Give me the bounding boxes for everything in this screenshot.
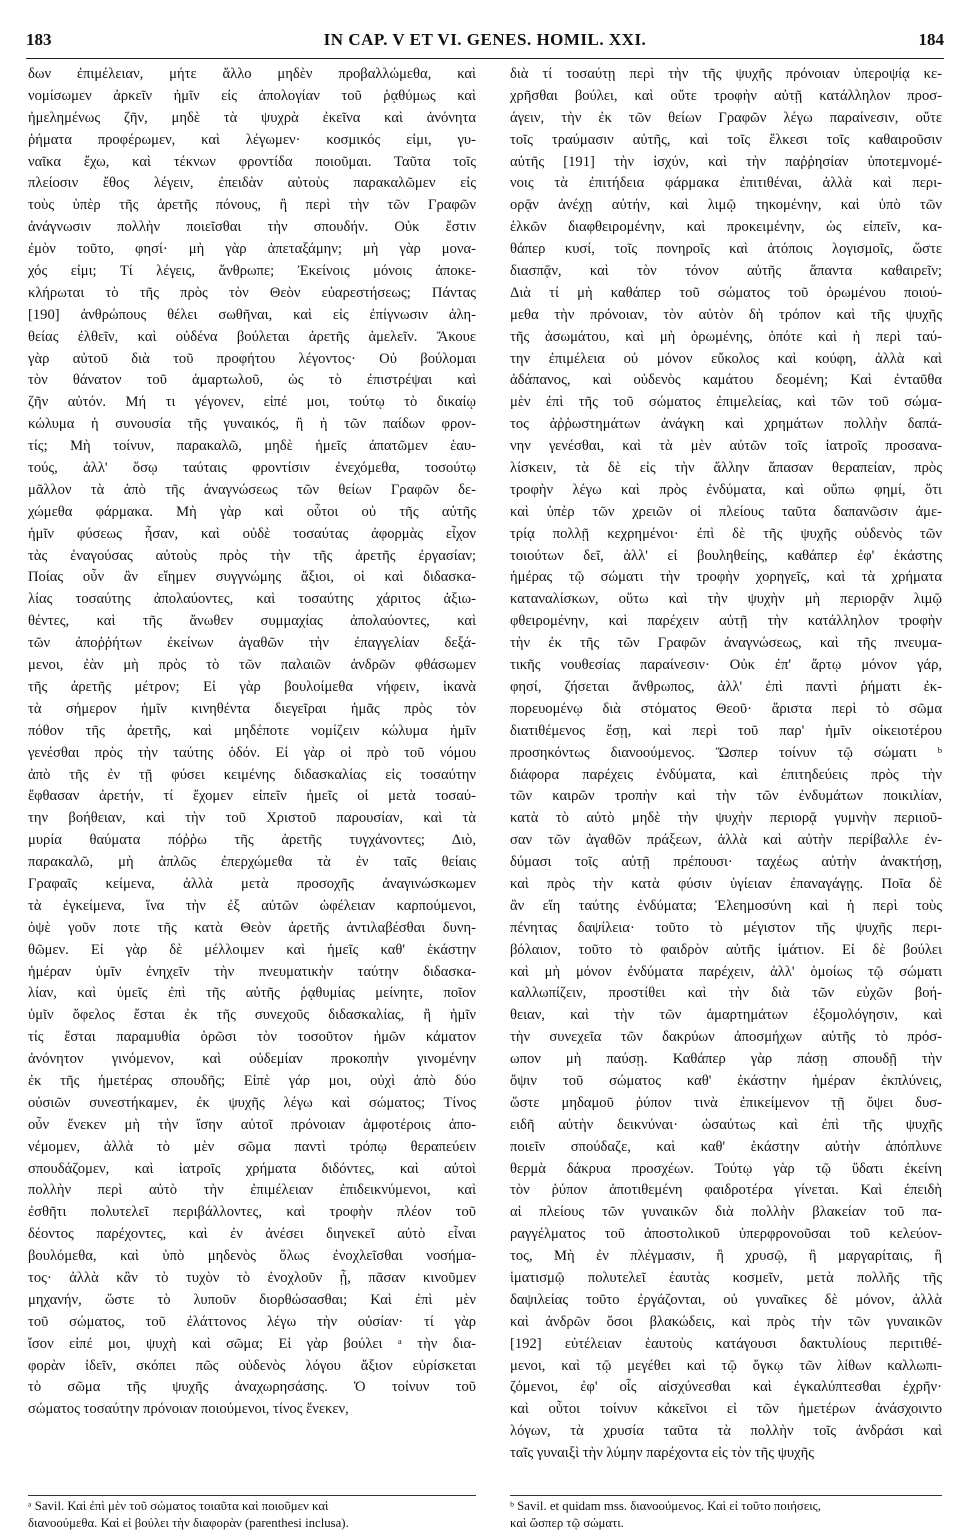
text-line: ναῖκα ἔχω, καὶ τέκνων φροντίδα ποιοῦμαι. Ταῦτα τοῖς (28, 153, 476, 170)
page-number-left: 183 (26, 30, 52, 49)
text-line: λίσκειν, τὰ δὲ εἰς τὴν ἄλλην ἅπασαν θεραπείαν, πρὸς (510, 460, 942, 477)
text-line: ἀπὸ τῆς ἐν τῇ φύσει κειμένης διδασκαλίας εἰς τοσαύτην (28, 766, 476, 783)
text-line: διὰ τί τοσαύτῃ περὶ τὴν τῆς ψυχῆς πρόνοιαν ὑπεροψίᾳ κε- (510, 66, 942, 82)
text-line: την ἐπιμέλεια οὐ μόνον εὔκολος καὶ κούφη, ἀλλὰ καὶ (510, 350, 942, 367)
text-line: [190] ἀνθρώπους θέλει σωθῆναι, καὶ εἰς ἐπίγνωσιν ἀλη- (28, 306, 476, 323)
text-line: ἡμέρας τῷ σώματι τὴν τροφὴν χορηγεῖς, καὶ τὰ χρήματα (510, 569, 942, 586)
text-line: ὑμῖν ὄφελος ἔσται ἐκ τῆς συνεχοῦς διδασκαλίας, ἢ ἡμῖν (28, 1007, 476, 1024)
text-line: ἔφθασαν ἀρετήν, τί ἔχομεν εἰπεῖν ἡμεῖς οἱ μετὰ τοσαύ- (28, 788, 476, 805)
text-line: σαν τῶν ἀγαθῶν πράξεων, ἀλλὰ καὶ αὐτὴν περίβαλλε ἐν- (510, 832, 942, 849)
footnote-line: καὶ ὥσπερ τῷ σώματι. (510, 1516, 624, 1530)
text-line: ῥήματα προφέρωμεν, καὶ λέγωμεν· κοσμικός εἰμι, γυ- (28, 131, 476, 148)
text-line: πόθον τῆς ἀρετῆς, καὶ μηδέποτε νομίζειν κώλυμα ἡμῖν (28, 722, 476, 739)
text-line: προσηκόντως διανοούμενος. Ὥσπερ τοίνυν τῷ σώματι ᵇ (510, 744, 942, 761)
text-line: αἱ πλείους τῶν γυναικῶν διὰ πολλὴν βλακείαν τοῦ πα- (510, 1204, 942, 1221)
text-line: ἡμέραν ὑμῖν ἐνηχεῖν τὴν πνευματικὴν ταύτην διδασκα- (28, 963, 476, 980)
text-line: διατιθέμενος ἔσῃ, καὶ περὶ τοῦ παρ' ἡμῖν οἰκειοτέρου (510, 722, 942, 739)
text-line: οὐσιῶν συνεστήκαμεν, ἐκ ψυχῆς λέγω καὶ σώματος; Τίνος (28, 1094, 476, 1111)
text-line: Διὰ τί μὴ καθάπερ τοῦ σώματος τοῦ ὁρωμένου ποιού- (510, 284, 942, 301)
text-line: κλήρωται τὸ τῆς πρὸς τὸν Θεὸν εὐαρεστήσεως; Πάντας (28, 284, 476, 301)
text-line: καὶ ἀνδρῶν ὅσοι βλακώδεις, καὶ πρὸς τὴν τῶν γυναικῶν (510, 1313, 942, 1330)
text-line: λίαν, καὶ ὑμεῖς ἐπὶ τῆς αὐτῆς ῥᾳθυμίας μείνητε, ποῖον (28, 985, 476, 1002)
text-line: τοὺς ὑπὲρ τῆς ἀρετῆς πόνους, ἢ περὶ τὴν τῶν Γραφῶν (28, 197, 476, 214)
footnote-left (28, 1495, 476, 1532)
text-line: ἀνόνητον γινόμενον, καὶ οὐδεμίαν προκοπὴν γινομένην (28, 1051, 476, 1068)
text-line: μᾶλλον τὰ ἀπὸ τῆς ἀναγνώσεως τῶν θείων Γραφῶν δε- (28, 481, 476, 498)
text-line: μενοι, καὶ τῷ μεγέθει καὶ τῷ ὄγκῳ τῶν λίθων καλλωπι- (510, 1357, 942, 1374)
text-line: τοῦ σώματος, τοῦ ἐλάττονος λέγω τὴν οὐσίαν· τί γὰρ (28, 1313, 476, 1330)
text-line: ὄψιν τοῦ σώματος καθ' ἑκάστην ἡμέραν ἐκπλύνεις, (510, 1072, 942, 1089)
text-line: καὶ ὑπὲρ τῶν χρειῶν οἱ πλείους ταῦτα δαπανῶσιν ἀμε- (510, 503, 942, 520)
text-line: ωπον μὴ παύσῃ. Καθάπερ γὰρ πάσῃ σπουδῇ τὴν (510, 1051, 942, 1068)
text-line: ζόμενοι, ἐφ' οἷς αἰσχύνεσθαι καὶ ἐγκαλύπτεσθαι ἐχρῆν· (510, 1379, 942, 1396)
text-line: Γραφαῖς κείμενα, ἀλλὰ μετὰ προσοχῆς ἀναγινώσκωμεν (28, 875, 476, 892)
text-line: τούς, ἀλλ' ὅσῳ ταύταις φροντίσιν ἐνεχόμεθα, τοσούτῳ (28, 460, 476, 477)
text-line: [192] εὐτέλειαν ἑαυτοὺς κατάγουσι δακτυλίους περιτιθέ- (510, 1335, 942, 1352)
text-line: ἀνάγνωσιν πολλὴν ποιεῖσθαι τὴν σπουδήν. Οὐκ ἔστιν (28, 219, 476, 236)
footnote-line: διανοούμεθα. Καὶ εἰ βούλει τὴν διαφορὰν (parenthesi inclusa). (28, 1516, 349, 1530)
text-line: κατὰ τὸ αὐτὸ μηδὲ τὴν ψυχὴν περιορᾷ γυμνὴν περιιοῦ- (510, 810, 942, 827)
text-line: διάφορα παρέχεις ἐνδύματα, καὶ ἐπιτηδεύεις πρὸς τὴν (510, 766, 942, 783)
text-line: άγειν, τὴν ἐκ τῶν θείων Γραφῶν λέγω παραίνεσιν, οὔτε (510, 109, 942, 126)
text-line: οὖν ἕνεκεν μὴ τὴν ἴσην αὐτοῖ πρόνοιαν ἀμφοτέροις ἀπο- (28, 1116, 476, 1133)
text-line: πένητας δαψίλεια· τοῦτο τὸ μέγιστον τῆς ψυχῆς περι- (510, 919, 942, 936)
text-line: αὐτῆς [191] τὴν ἰσχύν, καὶ τὴν παῤῥησίαν ὑποτεμνομέ- (510, 153, 942, 170)
text-line: σώματος τοσαύτην πρόνοιαν ποιούμενοι, τίνος ἕνεκεν, (28, 1401, 349, 1418)
text-line: ἀδάπανος, καὶ οὐδενὸς καμάτου δεομένη; Καὶ ἐνταῦθα (510, 372, 942, 389)
text-line: μενοι, ἐὰν μὴ πρὸς τὸ τῶν παλαιῶν ἀνδρῶν φθάσωμεν (28, 657, 476, 674)
text-line: ποιεῖν σπούδαζε, καὶ καθ' ἑκάστην αὐτὴν ἀπόπλυνε (510, 1138, 942, 1155)
text-line: τῆς ἀσωμάτου, καὶ μὴ ὁρωμένης, ὁπότε καὶ ἡ περὶ ταύ- (510, 328, 942, 345)
text-line: δων ἐπιμέλειαν, μήτε ἄλλο μηδὲν προβαλλώμεθα, καὶ (28, 66, 476, 82)
text-line: ὥστε μηδαμοῦ ῥύπον τινὰ ἐπικείμενον τῇ ὄψει δυσ- (510, 1094, 942, 1111)
text-line: βουλόμεθα, καὶ ὑπὸ μηδενὸς ὅλως ἐνοχλεῖσθαι νοσήμα- (28, 1248, 476, 1265)
page-number-right: 184 (918, 30, 944, 49)
text-line: ταῖς γυναιξὶ τὴν λύμην παρέχοντα εἰς τὸν τῆς ψυχῆς (510, 1445, 814, 1462)
text-line: θείας ἐλθεῖν, καὶ οὐδένα βούλεται ἀρετῆς ἀμελεῖν. Ἄκουε (28, 328, 476, 345)
text-line: Ποίας οὖν ἂν εἴημεν συγγνώμης ἄξιοι, οἱ καὶ διδασκα- (28, 569, 476, 586)
footnote-right (510, 1495, 942, 1532)
text-line: νην γενέσθαι, καὶ τὰ μὲν αὐτῶν τοῖς ἰατροῖς προσανα- (510, 438, 942, 455)
text-line: ἐμὸν τοῦτο, φησί· μὴ γὰρ ἀπεταξάμην; μὴ γὰρ μονα- (28, 241, 476, 258)
left-text-column (28, 64, 476, 1421)
text-line: μεθα τὴν πρόνοιαν, τὸν αὐτὸν δὴ τρόπον καὶ τῆς ψυχῆς (510, 306, 942, 323)
text-line: καὶ πρὸς τὴν κατὰ φύσιν ὑγίειαν ἐπαναγάγῃς. Ποῖα δὲ (510, 875, 942, 892)
text-line: θάπερ κυσί, τοῖς πονηροῖς καὶ ἀτόποις λογισμοῖς, ὥστε (510, 241, 942, 258)
text-line: βόλαιον, τοῦτο τὸ φαιδρὸν αὐτῆς ἱμάτιον. Εἰ δὲ βούλει (510, 941, 942, 958)
text-line: τὸ σῶμα τῆς ψυχῆς ἀναχωρησάσης. Ὁ τοίνυν τοῦ (28, 1379, 476, 1396)
text-line: ἡμῖν φύσεως ἦσαν, καὶ οὐδὲ τοσαύτας ἀφορμὰς εἶχον (28, 525, 476, 542)
text-line: παρακαλῶ, μὴ ἁπλῶς ἐπερχώμεθα τὰ ἐν ταῖς θείαις (28, 854, 476, 871)
text-line: ορᾷν ἀνέχῃ αὐτήν, καὶ λιμῷ τηκομένην, καὶ ὑπὸ τῶν (510, 197, 942, 214)
text-line: λίας τοσαύτης ἀπολαύοντες, καὶ τοσαύτης χάριτος ἀξιω- (28, 591, 476, 608)
text-line: τῶν ἀποῤῥήτων ἐκείνων ἀγαθῶν τὴν ἐπαγγελίαν δεξά- (28, 635, 476, 652)
text-line: την βοήθειαν, καὶ τὴν τοῦ Χριστοῦ παρουσίαν, καὶ τὰ (28, 810, 476, 827)
text-line: τὸν ῥύπον ἀποτιθεμένη φαιδροτέρα γίνεται. Καὶ ἐπειδὴ (510, 1182, 942, 1199)
text-line: καλλωπίζειν, προστίθει καὶ τὴν διὰ τῶν εὐχῶν βοή- (510, 985, 942, 1002)
text-line: δύμασι τοῖς αὐτῇ πρέπουσι· ταχέως αὐτὴν ἀνακτήσῃ, (510, 854, 942, 871)
footnote-line: ᵇ Savil. et quidam mss. διανοούμενος. Καὶ εἰ τοῦτο ποιήσεις, (510, 1499, 821, 1513)
text-line: ἑλκῶν διαφθειρομένην, καὶ προκειμένην, ὡς εἰπεῖν, κα- (510, 219, 942, 236)
text-line: τροφὴν λέγω καὶ πρὸς ἐνδύματα, καὶ οὔπω φημί, ὅτι (510, 481, 942, 498)
text-line: τὴν συνεχεῖα τῶν δακρύων ἀποσμήχων αὐτῆς τὸ πρόσ- (510, 1029, 942, 1046)
text-line: ἴσον εἰπέ μοι, ψυχὴ καὶ σῶμα; Εἰ γὰρ βούλει ᵃ τὴν δια- (28, 1335, 476, 1352)
text-line: ἠμελημένως ζῆν, μηδὲ τὰ ψυχρὰ ἐκεῖνα καὶ ἀνόνητα (28, 109, 476, 126)
text-line: τος· ἀλλὰ κἂν τὸ τυχὸν τὸ ἐνοχλοῦν ᾖ, πᾶσαν κινοῦμεν (28, 1269, 476, 1286)
text-line: πλείοσιν ἔθος λέγειν, ἐπειδὰν αὐτοὺς παρακαλῶμεν εἰς (28, 175, 476, 192)
text-line: καὶ οὗτοι τοίνυν κἀκεῖνοι εἰ τῶν ἡμετέρων ἀνάσχοιντο (510, 1401, 942, 1418)
text-line: τῆς ἀρετῆς μέτρον; Εἰ γὰρ βουλοίμεθα νήφειν, ἱκανὰ (28, 678, 476, 695)
footnote-line: ᵃ Savil. Καὶ ἐπὶ μὲν τοῦ σώματος τοιαῦτα καὶ ποιοῦμεν καὶ (28, 1499, 329, 1513)
text-line: τῶν καιρῶν τροπὴν καὶ τὴν τῶν ἐνδυμάτων ποικιλίαν, (510, 788, 942, 805)
text-line: μυρία θαύματα πόῤῥω τῆς ἀρετῆς τυγχάνοντες; Διὸ, (28, 832, 476, 849)
text-line: νέμομεν, ἀλλὰ τὸ μὲν σῶμα παντὶ τρόπῳ θεραπεύειν (28, 1138, 476, 1155)
text-line: τοῖς τραύμασιν αὐτῆς, καὶ τοῖς ἕλκεσι τοῖς καθαιροῦσιν (510, 131, 942, 148)
text-line: ραγγέλματος τοῦ ἀποστολικοῦ ὑπερφρονοῦσαι τοῦ κελεύον- (510, 1226, 942, 1243)
text-line: θέντες, καὶ τῆς ἄνωθεν συμμαχίας ἀπολαύοντες, καὶ (28, 613, 476, 630)
text-line: χώμεθα φάρμακα. Μὴ γὰρ καὶ οὗτοι οὐ τῆς αὐτῆς (28, 503, 476, 520)
text-line: διασπᾷν, καὶ τὸν τόνον αὐτῆς ἅπαντα καθαιρεῖν; (510, 263, 942, 280)
text-line: τὰ ἐγκείμενα, ἵνα τὴν ἐξ αὐτῶν ὠφέλειαν καρπούμενοι, (28, 897, 476, 914)
running-header (26, 30, 944, 59)
text-line: σπουδάζομεν, καὶ ἰατροῖς χρήματα διδόντες, καὶ αὐτοὶ (28, 1160, 476, 1177)
text-line: δαψιλείας τοῦτο ἐργάζονται, οὐ γυναῖκες δὲ μόνον, ἀλλὰ (510, 1291, 942, 1308)
text-line: καταναλίσκων, οὕτω καὶ τὴν ψυχὴν μὴ περιορᾷν λιμῷ (510, 591, 942, 608)
text-line: τὰς ἐναγούσας αὐτοὺς πρὸς τὴν τῆς ἀρετῆς ἐργασίαν; (28, 547, 476, 564)
text-line: τικῆς νουθεσίας παραίνεσιν· Οὐκ ἐπ' ἄρτῳ μόνον γάρ, (510, 657, 942, 674)
text-line: φορὰν ἰδεῖν, σκόπει πῶς οὐδενὸς λόγου ἄξιον εὑρίσκεται (28, 1357, 476, 1374)
text-line: φησί, ζήσεται ἄνθρωπος, ἀλλ' ἐπὶ παντὶ ῥήματι ἐκ- (510, 678, 942, 695)
text-line: νομίσωμεν ἀρκεῖν ἡμῖν εἰς ἀπολογίαν τοῦ ῥᾳθύμως καὶ (28, 87, 476, 104)
text-line: τρίᾳ πολλῇ κεχρημένοι· ἐπὶ δὲ τῆς ψυχῆς οὐδενὸς τῶν (510, 525, 942, 542)
text-line: δέοντος παρέχοντες, καὶ ἐν ἀνέσει διηνεκεῖ αὐτὸ εἶναι (28, 1226, 476, 1243)
text-line: μὲν ἐπὶ τῆς τοῦ σώματος ἐπιμελείας, καὶ τῶν τοῦ σώμα- (510, 394, 942, 411)
text-line: τὰ σήμερον ἡμῖν κινηθέντα διεγεῖραι ἡμᾶς πρὸς τὸν (28, 700, 476, 717)
text-line: πορευομένῳ διὰ στόματος Θεοῦ· ἄριστα περὶ τὸ σῶμα (510, 700, 942, 717)
text-line: λόγων, τὰ χρυσία ταῦτα τὰ πολλὴν τοῖς ἀνδράσι καὶ (510, 1423, 942, 1440)
text-line: θερμὰ δάκρυα προσχέων. Τούτῳ γὰρ τῷ ὕδατι ἐκείνη (510, 1160, 942, 1177)
text-line: νοις τὰ ἐπιτήδεια φάρμακα ἐπιτιθέναι, ἀλλὰ καὶ περι- (510, 175, 942, 192)
text-line: ἐσθῆτι πολυτελεῖ περιβάλλοντες, καὶ τροφὴν πλέον τοῦ (28, 1204, 476, 1221)
text-line: τὸν θάνατον τοῦ ἁμαρτωλοῦ, ὡς τὸ ἐπιστρέψαι καὶ (28, 372, 476, 389)
text-line: γενέσθαι πρὸς τὴν ταύτης ὁδόν. Εἰ γὰρ οἱ πρὸ τοῦ νόμου (28, 744, 476, 761)
text-line: χρῆσθαι βούλει, καὶ οὔτε τροφὴν αὐτῇ κατάλληλον προσ- (510, 87, 942, 104)
text-line: πολλὴν περὶ αὐτὸ τὴν ἐπιμέλειαν ἐπιδεικνύμενοι, καὶ (28, 1182, 476, 1199)
text-line: τὴν ἐκ τῆς τῶν Γραφῶν ἀναγνώσεως, καὶ τῆς πνευμα- (510, 635, 942, 652)
text-line: τίς ἔσται παραμυθία ὁρῶσι τὸν τοσοῦτον ἡμῶν κάματον (28, 1029, 476, 1046)
text-line: τίς; Μὴ τοίνυν, παρακαλῶ, μηδὲ ἡμεῖς ἀπατῶμεν ἑαυ- (28, 438, 476, 455)
right-text-column (510, 64, 942, 1465)
text-line: τος, Μὴ ἐν πλέγμασιν, ἢ χρυσῷ, ἢ μαργαρίταις, ἢ (510, 1248, 942, 1265)
text-line: μηχανήν, ὥστε τὸ λυποῦν διορθώσασθαι; Καὶ ἐπὶ μὲν (28, 1291, 476, 1308)
text-line: φθειρομένην, καὶ παρέχειν αὐτῇ τὴν κατάλληλον τροφὴν (510, 613, 942, 630)
text-line: ἱματισμῷ πολυτελεῖ ἑαυτὰς κοσμεῖν, μετὰ πολλῆς τῆς (510, 1269, 942, 1286)
text-line: ἐκ τῆς ἡμετέρας σπουδῆς; Εἰπὲ γάρ μοι, οὐχὶ ἀπὸ δύο (28, 1072, 476, 1089)
text-line: χός εἰμι; Τί λέγεις, ἄνθρωπε; Ἐκείνοις μόνοις ἀποκε- (28, 263, 476, 280)
text-line: γὰρ αὐτοῦ διὰ τοῦ προφήτου λέγοντος· Οὐ βούλομαι (28, 350, 476, 367)
running-title: IN CAP. V ET VI. GENES. HOMIL. XXI. (323, 30, 647, 49)
text-line: κώλυμα ἡ συνουσία τῆς γυναικός, ἢ ἡ τῶν παίδων φρον- (28, 416, 476, 433)
text-line: ὀψὲ γοῦν ποτε τῆς κατὰ Θεὸν ἀρετῆς ἀντιλαβέσθαι δυνη- (28, 919, 476, 936)
text-line: ἂν εἴη ταύτης ἐνδύματα; Ἐλεημοσύνη καὶ ἡ περὶ τοὺς (510, 897, 942, 914)
text-line: τος ἀῤῥωστημάτων ἀνάγκη καὶ χρημάτων πολλὴν δαπά- (510, 416, 942, 433)
text-line: θῶμεν. Εἰ γὰρ δὲ μέλλοιμεν καὶ ἡμεῖς καθ' ἑκάστην (28, 941, 476, 958)
text-line: θειαν, καὶ τὴν τῶν ἁμαρτημάτων ἐξομολόγησιν, καὶ (510, 1007, 942, 1024)
text-line: ζῆν αὐτόν. Μή τι γέγονεν, εἰπέ μοι, τούτῳ τὸ δικαίῳ (28, 394, 476, 411)
text-line: καὶ μὴ μόνον ἐνδύματα παρέχειν, ἀλλ' ὁμοίως τῷ σώματι (510, 963, 942, 980)
text-line: τοιούτων δεῖ, ἀλλ' εἰ βουληθείης, καθάπερ ἐφ' ἑκάστης (510, 547, 942, 564)
text-line: ειδῆ αὐτὴν δεικνύναι· ὡσαύτως καὶ ἐπὶ τῆς ψυχῆς (510, 1116, 942, 1133)
